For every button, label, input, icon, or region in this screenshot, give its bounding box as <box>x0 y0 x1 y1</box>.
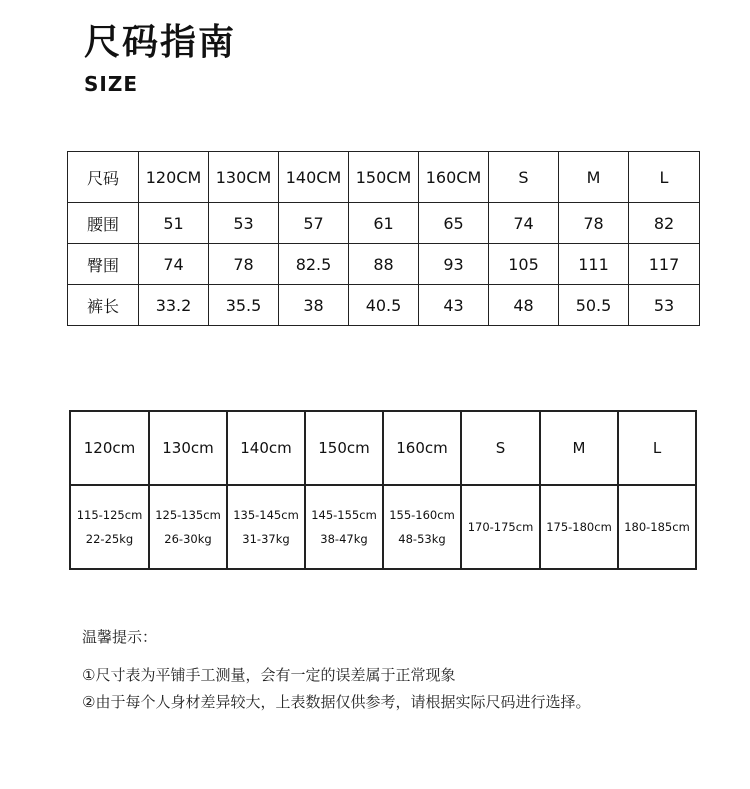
row-label-cell: 腰围 <box>68 203 139 244</box>
fit-size-header-cell: 150cm <box>305 411 383 485</box>
height-range: 170-175cm <box>467 520 534 534</box>
measure-cell: 117 <box>629 244 700 285</box>
size-header-cell: 130CM <box>209 152 279 203</box>
fit-range-cell <box>70 485 149 569</box>
fit-size-header-cell: L <box>618 411 696 485</box>
tip-line-2: ②由于每个人身材差异较大，上表数据仅供参考，请根据实际尺码进行选择。 <box>82 693 591 711</box>
measure-cell: 48 <box>489 285 559 326</box>
tips-section <box>82 626 590 718</box>
size-fit-table <box>69 410 697 570</box>
row-label-cell: 裤长 <box>68 285 139 326</box>
page-subtitle: SIZE <box>84 72 139 96</box>
fit-size-header-cell: 140cm <box>227 411 305 485</box>
height-range: 175-180cm <box>546 520 612 534</box>
measure-cell: 51 <box>139 203 209 244</box>
weight-range: 22-25kg <box>85 532 134 546</box>
height-range: 155-160cm <box>389 508 455 522</box>
measure-cell: 57 <box>279 203 349 244</box>
measure-cell: 78 <box>559 203 629 244</box>
fit-size-header-cell: 160cm <box>383 411 461 485</box>
measure-cell: 74 <box>139 244 209 285</box>
measure-cell: 78 <box>209 244 279 285</box>
fit-size-header-cell: M <box>540 411 618 485</box>
fit-size-header-cell: S <box>461 411 540 485</box>
weight-range: 38-47kg <box>320 532 368 546</box>
tip-line-1: ①尺寸表为平铺手工测量，会有一定的误差属于正常现象 <box>82 666 456 684</box>
fit-range-cell <box>618 485 696 569</box>
size-fit-header-row <box>70 411 696 485</box>
weight-range: 26-30kg <box>164 532 212 546</box>
size-table-header-row <box>68 152 700 203</box>
fit-range-cell <box>149 485 227 569</box>
height-range: 135-145cm <box>233 508 299 522</box>
measure-cell: 53 <box>629 285 700 326</box>
measure-cell: 61 <box>349 203 419 244</box>
row-label-cell: 臀围 <box>68 244 139 285</box>
measure-cell: 65 <box>419 203 489 244</box>
measure-cell: 82.5 <box>279 244 349 285</box>
fit-range-cell <box>383 485 461 569</box>
size-table-row <box>68 285 700 326</box>
measure-cell: 43 <box>419 285 489 326</box>
measure-cell: 105 <box>489 244 559 285</box>
size-table-row <box>68 244 700 285</box>
measure-cell: 35.5 <box>209 285 279 326</box>
fit-range-cell <box>540 485 618 569</box>
measure-cell: 82 <box>629 203 700 244</box>
measure-cell: 53 <box>209 203 279 244</box>
fit-size-header-cell: 130cm <box>149 411 227 485</box>
fit-range-cell <box>227 485 305 569</box>
row-label-cell: 尺码 <box>68 152 139 203</box>
measure-cell: 93 <box>419 244 489 285</box>
size-header-cell: S <box>489 152 559 203</box>
fit-size-header-cell: 120cm <box>70 411 149 485</box>
size-table-row <box>68 203 700 244</box>
measure-cell: 33.2 <box>139 285 209 326</box>
weight-range: 48-53kg <box>398 532 446 546</box>
size-header-cell: 140CM <box>279 152 349 203</box>
measure-cell: 50.5 <box>559 285 629 326</box>
tips-title: 温馨提示： <box>82 628 158 646</box>
size-header-cell: 120CM <box>139 152 209 203</box>
measure-cell: 38 <box>279 285 349 326</box>
fit-range-cell <box>461 485 540 569</box>
height-range: 145-155cm <box>311 508 377 522</box>
size-header-cell: 160CM <box>419 152 489 203</box>
height-range: 125-135cm <box>155 508 221 522</box>
measure-cell: 40.5 <box>349 285 419 326</box>
measure-cell: 88 <box>349 244 419 285</box>
height-range: 115-125cm <box>76 508 143 522</box>
measure-cell: 74 <box>489 203 559 244</box>
fit-range-cell <box>305 485 383 569</box>
size-header-cell: M <box>559 152 629 203</box>
page-title: 尺码指南 <box>84 22 237 63</box>
size-header-cell: L <box>629 152 700 203</box>
weight-range: 31-37kg <box>242 532 290 546</box>
measure-cell: 111 <box>559 244 629 285</box>
size-measurement-table <box>67 151 700 326</box>
height-range: 180-185cm <box>624 520 690 534</box>
size-fit-body-row <box>70 485 696 569</box>
size-header-cell: 150CM <box>349 152 419 203</box>
